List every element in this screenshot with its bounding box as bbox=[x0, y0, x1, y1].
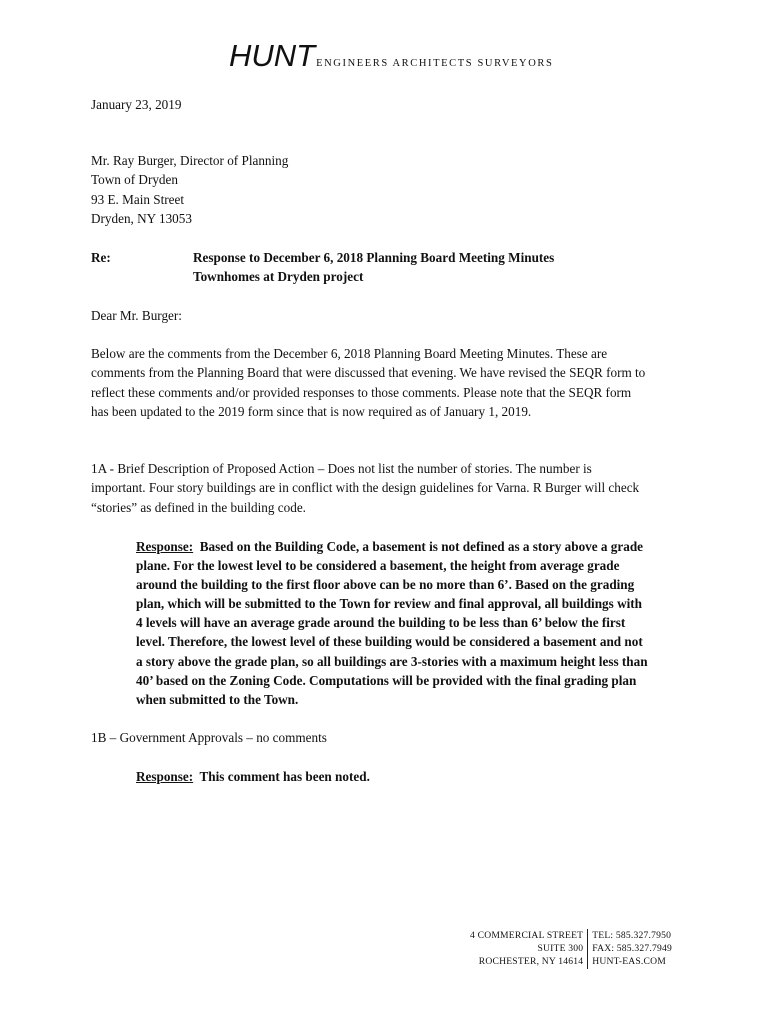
footer-fax: FAX: 585.327.7949 bbox=[592, 943, 672, 955]
response-1a-line: 40’ based on the Zoning Code. Computations will be provided with the final grading plan bbox=[136, 672, 637, 688]
response-1a-line: a story above the grade plan, so all buildings are 3-stories with a maximum height less than bbox=[136, 653, 648, 669]
salutation: Dear Mr. Burger: bbox=[91, 308, 182, 323]
response-1b bbox=[136, 767, 696, 786]
footer-website: HUNT-EAS.COM bbox=[592, 956, 666, 968]
comment-1a bbox=[91, 459, 681, 517]
response-label: Response: bbox=[136, 769, 194, 784]
intro-line: has been updated to the 2019 form since that is now required as of January 1, 2019. bbox=[91, 404, 532, 420]
response-1a-first-text: Based on the Building Code, a basement is not defined as a story above a grade bbox=[193, 539, 644, 554]
footer-contact bbox=[588, 929, 672, 969]
intro-line: Below are the comments from the December 6, 2018 Planning Board Meeting Minutes. These are bbox=[91, 346, 608, 361]
response-1b-line bbox=[136, 767, 696, 786]
response-1a-line: level. Therefore, the lowest level of these building would be considered a basement and not bbox=[136, 634, 643, 650]
footer-address-city: ROCHESTER, NY 14614 bbox=[478, 956, 584, 968]
response-1b-text: This comment has been noted. bbox=[193, 769, 370, 784]
recipient-block bbox=[91, 151, 288, 229]
intro-line: reflect these comments and/or provided responses to those comments. Please note that the SEQR form bbox=[91, 384, 632, 400]
recipient-city: Dryden, NY 13053 bbox=[91, 211, 192, 227]
footer-address-suite: SUITE 300 bbox=[537, 943, 584, 955]
footer-address bbox=[470, 929, 588, 969]
comment-1a-line: important. Four story buildings are in conflict with the design guidelines for Varna. R Burger will check bbox=[91, 480, 640, 496]
footer-tel: TEL: 585.327.7950 bbox=[592, 930, 672, 941]
hunt-logo: HUNT bbox=[229, 38, 316, 73]
comment-1a-line: “stories” as defined in the building code. bbox=[91, 499, 306, 515]
re-subject-line-1: Response to December 6, 2018 Planning Board Meeting Minutes bbox=[193, 250, 555, 265]
comment-1a-line: 1A - Brief Description of Proposed Action – Does not list the number of stories. The number is bbox=[91, 461, 592, 476]
comment-1b: 1B – Government Approvals – no comments bbox=[91, 730, 327, 745]
letterhead-footer bbox=[470, 929, 672, 969]
re-subject-line-2: Townhomes at Dryden project bbox=[193, 269, 364, 285]
recipient-street: 93 E. Main Street bbox=[91, 191, 185, 207]
re-label: Re: bbox=[91, 250, 111, 265]
response-1a-line: around the building to the first floor above can be no more than 6’. Based on the grading bbox=[136, 577, 635, 593]
response-1a-line: 4 levels will have an average grade around the building to be less than 6’ below the first bbox=[136, 615, 626, 631]
response-1a-line: plan, which will be submitted to the Town for review and final approval, all buildings with bbox=[136, 596, 642, 612]
letterhead bbox=[229, 40, 553, 71]
response-1a-first-line bbox=[136, 537, 696, 556]
intro-paragraph bbox=[91, 344, 681, 422]
response-1a bbox=[136, 537, 696, 709]
response-1a-line: plane. For the lowest level to be considered a basement, the height from average grade bbox=[136, 558, 620, 574]
recipient-name: Mr. Ray Burger, Director of Planning bbox=[91, 153, 289, 168]
response-label: Response: bbox=[136, 539, 194, 554]
footer-address-street: 4 COMMERCIAL STREET bbox=[470, 930, 584, 941]
letter-date: January 23, 2019 bbox=[91, 97, 182, 112]
recipient-organization: Town of Dryden bbox=[91, 172, 178, 188]
letterhead-tagline: ENGINEERS ARCHITECTS SURVEYORS bbox=[316, 58, 554, 69]
re-subject bbox=[193, 248, 554, 287]
intro-line: comments from the Planning Board that were discussed that evening. We have revised the SEQR form to bbox=[91, 365, 646, 381]
response-1a-line: when submitted to the Town. bbox=[136, 691, 299, 707]
